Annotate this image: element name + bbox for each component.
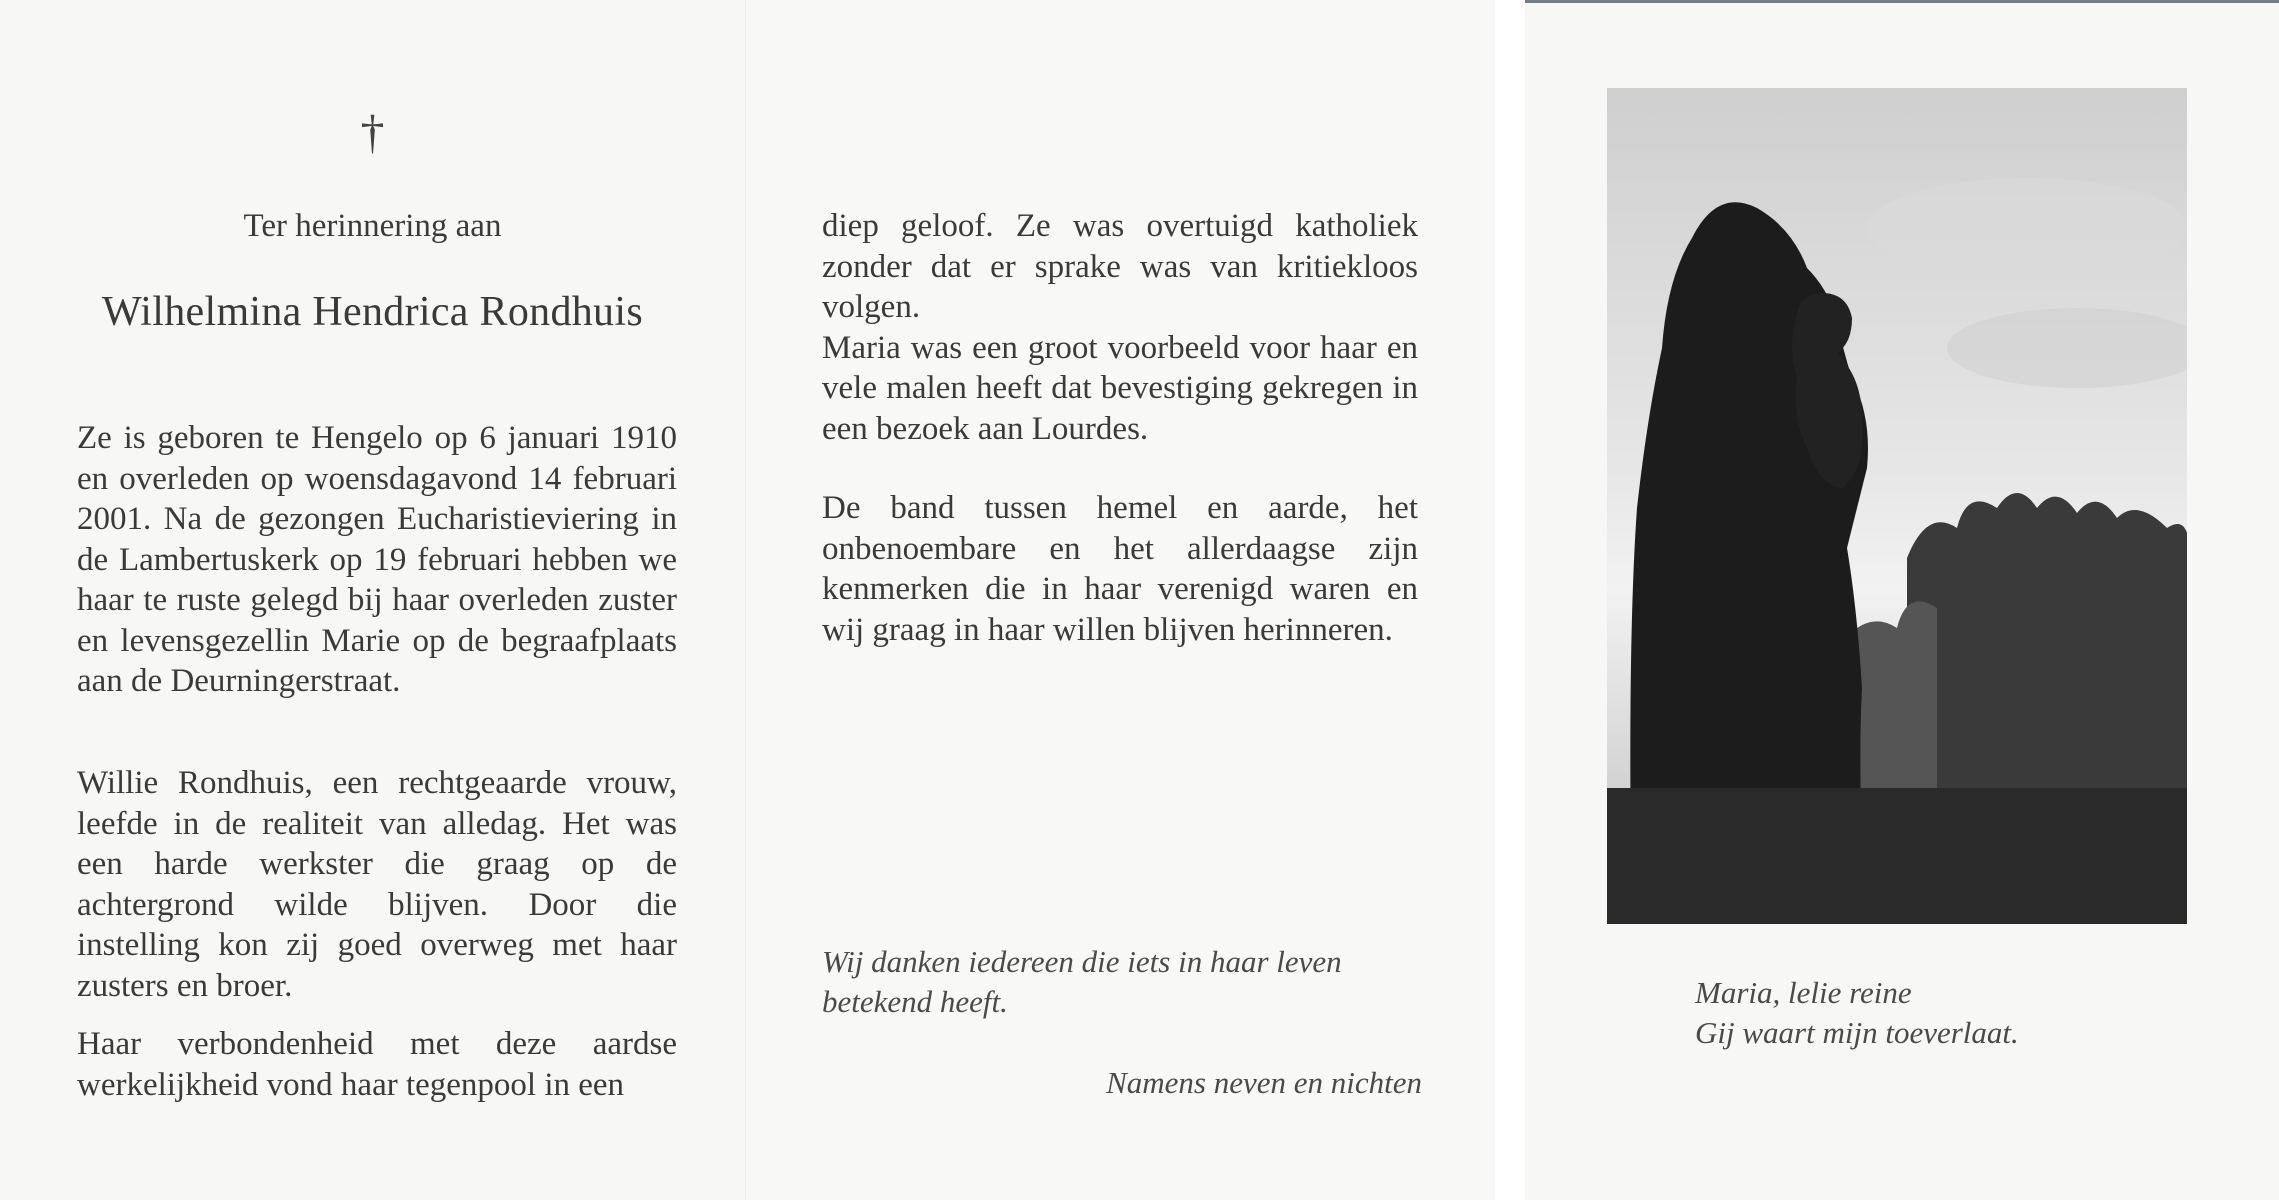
caption-line-1: Maria, lelie reine <box>1695 975 1912 1010</box>
paragraph-faith-start: Haar verbondenheid met deze aardse werkelijkheid vond haar tegenpool in een <box>77 1026 677 1103</box>
madonna-photo <box>1607 88 2187 924</box>
card-panel-middle <box>745 0 1495 1200</box>
intro-heading: Ter herinnering aan <box>243 208 502 244</box>
madonna-silhouette-icon <box>1607 88 2187 924</box>
card-panel-right <box>1525 0 2279 1200</box>
paragraph-faith-continued <box>822 206 1418 449</box>
faith-text: diep geloof. Ze was overtuigd katholiek zonder dat er sprake was van kritiekloos volgen. <box>822 208 1418 325</box>
paragraph-character: Willie Rondhuis, een rechtgeaarde vrouw, leefde in de realiteit van alledag. Het was een harde werkster die graag op de achtergrond wilde blijven. Door die instelling kon zij goed overweg met haar zusters en broer. <box>77 765 677 1004</box>
maria-text: Maria was een groot voorbeeld voor haar en vele malen heeft dat bevestiging gekregen in een bezoek aan Lourdes. <box>822 329 1418 447</box>
caption-line-2: Gij waart mijn toeverlaat. <box>1695 1015 2019 1050</box>
thanks-text: Wij danken iedereen die iets in haar leven betekend heeft. <box>822 944 1342 1019</box>
cross-icon: † <box>360 106 385 159</box>
photo-caption <box>1695 973 2195 1053</box>
paragraph-heaven-earth: De band tussen hemel en aarde, het onbenoembare en het allerdaagse zijn kenmerken die in haar verenigd waren en wij graag in haar willen blijven herinneren. <box>822 490 1418 648</box>
card-panel-left <box>0 0 745 1200</box>
signature-text: Namens neven en nichten <box>1106 1065 1422 1100</box>
card-gap <box>1495 0 1525 1200</box>
paragraph-birth-death: Ze is geboren te Hengelo op 6 januari 1910 en overleden op woensdagavond 14 februari 2001. Na de gezongen Eucharistieviering in de Lambertuskerk op 19 februari hebben we haar te ruste gelegd bij haar overleden zuster en levensgezellin Marie op de begraafplaats aan de Deurningerstraat. <box>77 420 677 699</box>
deceased-name: Wilhelmina Hendrica Rondhuis <box>102 289 643 335</box>
